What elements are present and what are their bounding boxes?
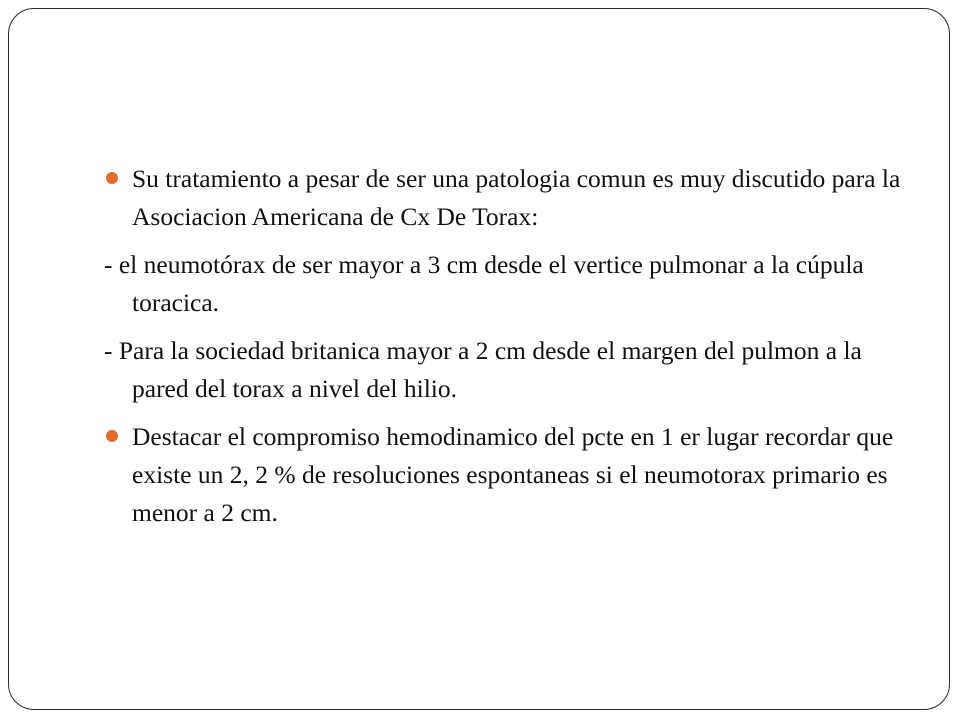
- bullet-dot-icon: [106, 430, 118, 442]
- bullet-paragraph-2: [104, 418, 904, 532]
- dash-paragraph-1: [104, 246, 904, 322]
- paragraph-text: Su tratamiento a pesar de ser una patologia comun es muy discutido para la Asociacion Americana de Cx De Torax:: [132, 164, 901, 231]
- paragraph-text: - el neumotórax de ser mayor a 3 cm desde el vertice pulmonar a la cúpula toracica.: [104, 250, 864, 317]
- paragraph-text: Destacar el compromiso hemodinamico del pcte en 1 er lugar recordar que existe un 2, 2 % de resoluciones espontaneas si el neumotorax primario es menor a 2 cm.: [132, 422, 894, 527]
- slide-content: [104, 160, 904, 542]
- paragraph-text: - Para la sociedad britanica mayor a 2 cm desde el margen del pulmon a la pared del torax a nivel del hilio.: [104, 336, 862, 403]
- bullet-dot-icon: [106, 172, 118, 184]
- dash-paragraph-2: [104, 332, 904, 408]
- bullet-paragraph-1: [104, 160, 904, 236]
